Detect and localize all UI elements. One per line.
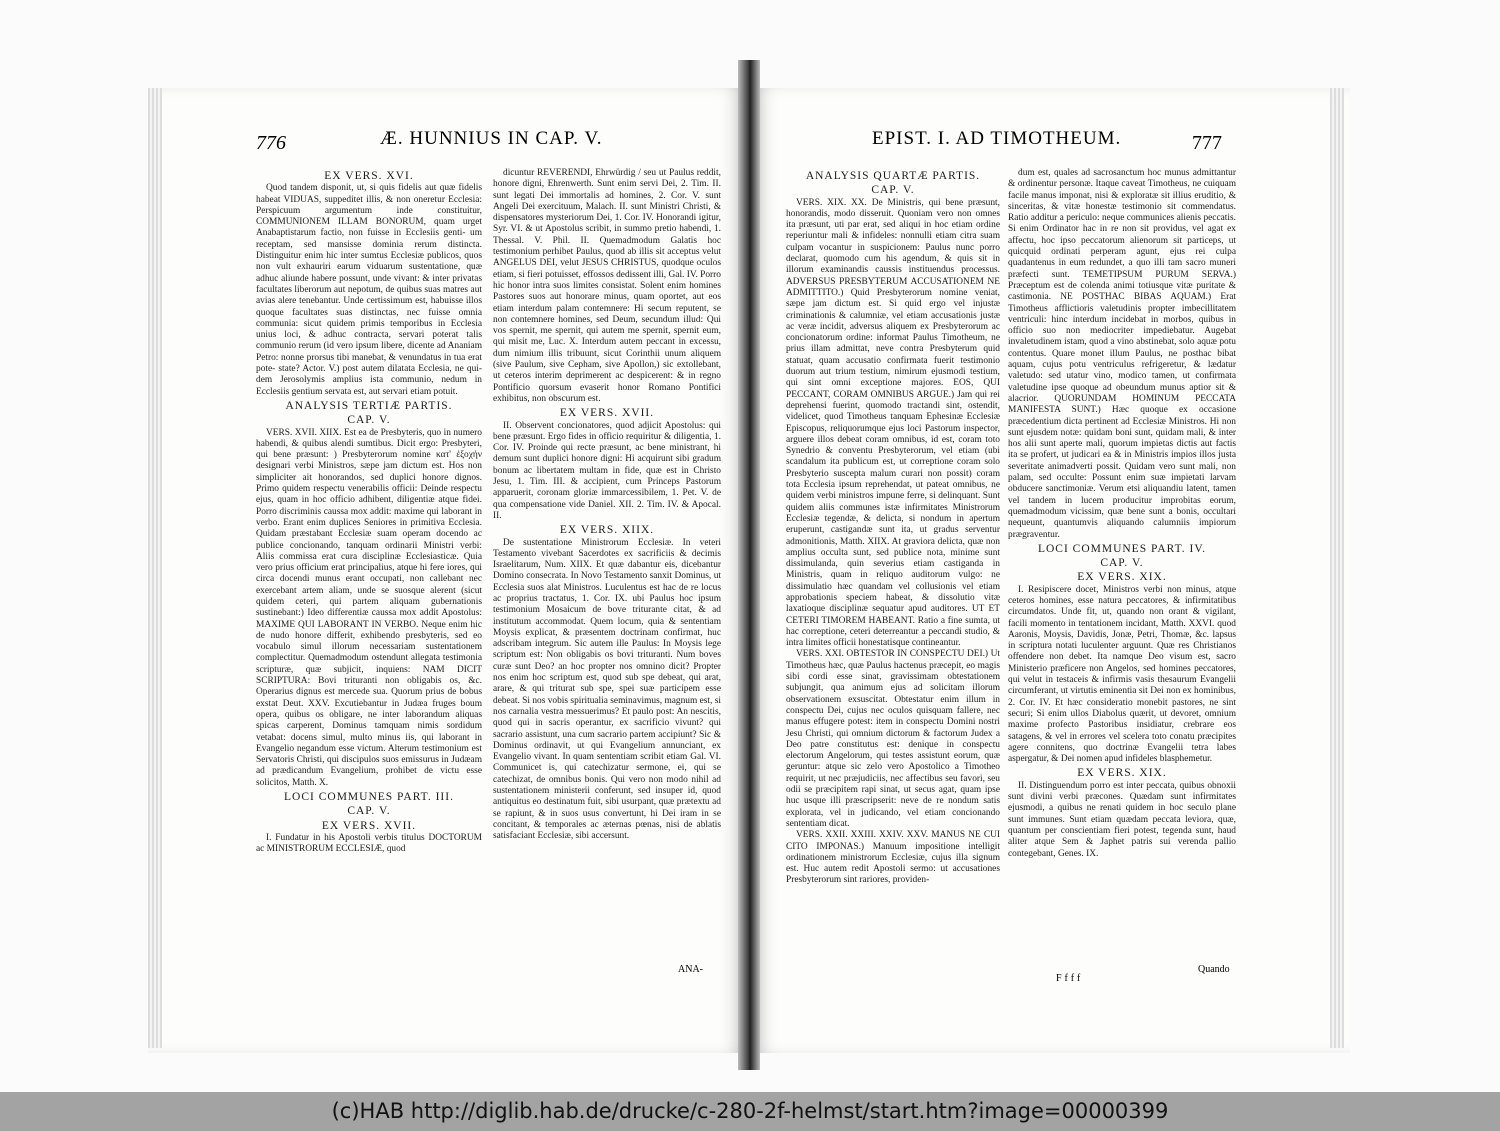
book-gutter: [738, 60, 760, 1070]
section-heading: EX VERS. XIX.: [1077, 767, 1167, 780]
signature-mark: Ffff: [1056, 973, 1084, 984]
section-heading: CAP. V.: [871, 184, 915, 197]
section-heading: LOCI COMMUNES PART. III.: [284, 791, 454, 804]
left-column-1: [256, 168, 482, 988]
paragraph: VERS. XVII. XIIX. Est ea de Presbyteris, quo in numero habendi, & quibus alendi sumtibus. Dicit ergo: Presbyteri, qui bene præsunt: ) Presbyterorum nomine κατ' ἐξοχήν designari verbi Ministros, sæpe jam dictum est. Hos non simpliciter ait honorandos, sed duplici honore dignos. Primo quidem respectu venerabilis officii: Deinde respectu ejus, quam in hoc officio adhibent, diligentiæ atque fidei. Porro discriminis caussa mox addit: maxime qui laborant in verbo. Erant enim duplices Seniores in primitiva Ecclesia. Quidam præstabant Ecclesiæ suam operam docendo ac publice concionando, tanquam ordinarii Ministri verbi: Aliis commissa erat cura disciplinæ Ecclesiasticæ. Quia vero prius officium erat principalius, atque hi fere iores, qui circa docendi munus erant occupati, non callebant nec exercebant artem aliam, unde se suosque alerent (sicut quidem ceteri, qui partem aliquam gubernationis sustinebant:) Ideo differentiæ caussa mox addit Apostolus: MAXIME QUI LABORANT IN VERBO. Neque enim hic de nudo honore differit, exhibendo presbyteris, sed eo vocabulo simul illorum necessariam sustentationem complectitur. Quemadmodum ostendunt allegata testimonia scripturæ, quæ subjicit, inquiens: NAM DICIT SCRIPTURA: Bovi trituranti non obligabis os, &c. Operarius dignus est mercede sua. Quorum prius de bobus exstat Deut. XXV. Excutiebantur in Judæa fruges boum opera, quibus os obligare, ne inter laborandum aliquas spicas carperent, Dominus tamquam nimis sordidum vetabat: docens simul, multo minus iis, qui laborant in Evangelio negandum esse victum. Alterum testimonium est Servatoris Christi, qui discipulos suos emissurus in Judæam ad prædicandum Evangelium, prohibet de victu esse solicitos, Matth. X.: [256, 427, 482, 788]
right-running-head: EPIST. I. AD TIMOTHEUM.: [872, 128, 1122, 149]
left-page: [148, 88, 748, 1053]
right-page: [750, 88, 1350, 1053]
section-heading: CAP. V.: [347, 805, 391, 818]
paragraph: II. Distinguendum porro est inter peccata, quibus obnoxii sunt divini verbi præcones. Quædam sunt infirmitates ejusmodi, a quibus ne renati quidem in hoc seculo plane sunt immunes. Sunt etiam quædam peccata leviora, quæ, quantum per conscientiam fieri potest, tegenda sunt, haud aliter atque Sem & Japhet patris sui verenda pallio contegebant, Genes. IX.: [1008, 780, 1236, 859]
section-heading: CAP. V.: [1100, 557, 1144, 570]
right-column-2: [1008, 168, 1236, 988]
section-heading: EX VERS. XIIX.: [559, 524, 655, 537]
section-heading: EX VERS. XIX.: [1077, 571, 1167, 584]
section-heading: ANALYSIS TERTIÆ PARTIS.: [285, 399, 453, 412]
copyright-footer: (c)HAB http://diglib.hab.de/drucke/c-280-2f-helmst/start.htm?image=00000399: [0, 1092, 1500, 1131]
right-page-edge: [1330, 88, 1344, 1048]
left-page-number: 776: [256, 132, 286, 154]
right-catchword: Quando: [1198, 964, 1230, 975]
paragraph: VERS. XIX. XX. De Ministris, qui bene præsunt, honorandis, modo disseruit. Quoniam vero non omnes ita præsunt, uti par erat, sed aliqui in hoc etiam ordine reperiuntur mali & infideles: nonnulli etiam citra suam culpam vocantur in suspicionem: Paulus nunc porro declarat, quomodo cum his agendum, & quis sit in illorum examinandis caussis instituendus processus. ADVERSUS PRESBYTERUM ACCUSATIONEM NE ADMITTITO.) Quid Presbyterorum nomine veniat, sæpe jam dictum est. Si quid ergo vel injustæ criminationis & calumniæ, vel etiam accusationis justæ ac veræ incidit, adversus aliquem ex Presbyterorum ac concionatorum ordine: informat Paulus Timotheum, ne prius illam admittat, neve contra Presbyterum quid statuat, quam accusatio confirmata fuerit testimonio duorum aut trium testium, nimirum ejusmodi testium, qui sint omni exceptione majores. EOS, QUI PECCANT, CORAM OMNIBUS ARGUE.) Jam qui rei deprehensi fuerint, quomodo tractandi sint, ostendit, videlicet, quod Timotheus tanquam Ephesinæ Ecclesiæ Episcopus, reliquorumque ejus loci Pastorum inspector, arguere illos debeat coram omnibus, id est, coram toto Synedrio & conventu Presbyterorum, vel etiam (ubi scandalum ita publicum est, ut correptione coram solo Presbyterio suscepta malum curari non possit) coram tota Ecclesia ipsum reprehendat, ut pateat omnibus, ne quidem verbi ministros impune ferre, si delinquant. Sunt quidem aliis communes istæ infirmitates Ministrorum Ecclesiæ tegendæ, & delicta, si nondum in apertum eruperunt, castigandæ sunt ita, ut gradus serventur admonitionis, Matth. XIIX. At graviora delicta, quæ non amplius occulta sunt, sed publice nota, minime sunt dissimulanda, quin severius etiam castiganda in Ministris, quam in reliquo auditorum vulgo: ne dissimulatio hæc quandam vel collusionis vel etiam approbationis speciem habeat, & dissolutio vitæ laxatioque disciplinæ sequatur apud auditores. UT ET CETERI TIMOREM HABEANT. Ratio a fine sumta, ut hac correptione, ceteri deterreantur a peccandi studio, & intra limites officii honestatisque contineantur.: [786, 197, 1000, 649]
left-catchword: ANA-: [678, 964, 703, 975]
paragraph: I. Fundatur in his Apostoli verbis titulus DOCTORUM ac MINISTRORUM ECCLESIÆ, quod: [256, 832, 482, 855]
left-column-2: [493, 168, 721, 988]
section-heading: ANALYSIS QUARTÆ PARTIS.: [805, 170, 981, 182]
section-heading: CAP. V.: [347, 414, 391, 427]
paragraph: II. Observent concionatores, quod adjicit Apostolus: qui bene præsunt. Ergo fides in officio requiritur & diligentia, 1. Cor. IV. Proinde qui recte præsunt, ac bene ministrant, hi demum sunt duplici honore digni: Hi acquirunt sibi gradum bonum ac libertatem multam in fide, quæ est in Christo Jesu, 1. Tim. III. & accipient, cum Princeps Pastorum apparuerit, coronam gloriæ immarcessibilem, 1. Pet. V. de qua compensatione vide Daniel. XII. 2. Tim. IV. & Apocal. II.: [493, 420, 721, 521]
paragraph: VERS. XXI. OBTESTOR IN CONSPECTU DEI.) Ut Timotheus hæc, quæ Paulus hactenus præcepit, eo magis sibi cordi esse sinat, gravissimam obtestationem subjungit, qua animum ejus ad solicitam illorum observationem exsuscitat. Obtestatur enim illum in conspectu Dei, cujus nec oculos quisquam fallere, nec manus effugere potest: item in conspectu Domini nostri Jesu Christi, qui omnium dictorum & factorum Judex a Deo patre constitutus est: denique in conspectu electorum Angelorum, qui testes assistunt eorum, quæ geruntur: atque sic zelo vero Apostolico a Timotheo requirit, ut nec præjudiciis, nec affectibus seu favori, seu odii se præcipitem rapi sinat, ut secus agat, quam ipse huc usque illi præscripserit: neve de re nondum satis explorata, vel in judicando, vel etiam concionando sententiam dicat.: [786, 649, 1000, 829]
right-page-number: 777: [1192, 132, 1222, 154]
left-page-edge: [148, 88, 162, 1048]
section-heading: LOCI COMMUNES PART. IV.: [1037, 542, 1207, 555]
right-column-1: [786, 168, 1000, 988]
paragraph: Quod tandem disponit, ut, si quis fidelis aut quæ fidelis habeat VIDUAS, suppeditet illis, & non oneretur Ecclesia: Perspicuum argumentum inde constituitur, COMMUNIONEM ILLAM BONORUM, quam urget Anabaptistarum factio, non fuisse in Ecclesiis genti- um receptam, sed mansisse dominia rerum distincta. Distinguitur enim hic inter sumtus Ecclesiæ publicos, quos non vult exhauriri earum viduarum sustentatione, quæ adhuc aliunde habere possunt, unde vivant: & inter privatas facultates liberorum aut nepotum, de quibus suas matres aut avias alere tenebantur. Unde certissimum est, habuisse illos quoque facultates suas distinctas, nec fuisse omnia communia: sicut quidem primis temporibus in Ecclesia unius loci, & adhuc contracta, servari poterat talis communio rerum (id vero ipsum libere, dicente ad Ananiam Petro: nonne prorsus tibi manebat, & venundatus in tua erat pote- state? Actor. V.) post autem dilatata Ecclesia, ne qui- dem Jerosolymis amplius ista communio, nedum in Ecclesiis gentium servata est, aut servari etiam potuit.: [256, 183, 482, 397]
paragraph: dicuntur REVERENDI, Ehrwürdig / seu ut Paulus reddit, honore digni, Ehrenwerth. Sunt enim servi Dei, 2. Tim. II. sunt legati Dei immortalis ad homines, 2. Cor. V. sunt Angeli Dei exercituum, Malach. II. sunt Ministri Christi, & dispensatores mysteriorum Dei, 1. Cor. IV. Honorandi igitur, Syr. VI. & ut Apostolus scribit, in summo pretio habendi, 1. Thessal. V. Phil. II. Quemadmodum Galatis hoc testimonium perhibet Paulus, quod ab illis sit acceptus velut ANGELUS DEI, velut JESUS CHRISTUS, quodque oculos etiam, si fieri potuisset, effossos dedissent illi, Gal. IV. Porro hic honor intra suos limites consistat. Solent enim homines Pastores suos aut honorare minus, quam oportet, aut eos etiam interdum palam contemnere: Hi secum reputent, se non contemnere homines, sed Deum, secundum illud: Qui vos spernit, me spernit, qui autem me spernit, spernit eum, qui misit me, Luc. X. Interdum autem peccant in excessu, dum nimium illis tribuunt, sicut Corinthii unum aliquem (sive Paulum, sive Cepham, sive Apollon,) sic extollebant, ut ceteros interim deprimerent ac despicerent: & in regno Pontificio quorsum evaserit honor Romano Pontifici exhibitus, non obscurum est.: [493, 168, 721, 404]
paragraph: VERS. XXII. XXIII. XXIV. XXV. MANUS NE CUI CITO IMPONAS.) Manuum impositione intelligit ordinationem ministrorum Ecclesiæ, cujus illa signum est. Huc autem redit Apostoli sermo: ut accusationes Presbyterorum sint rariores, providen-: [786, 830, 1000, 886]
paragraph: De sustentatione Ministrorum Ecclesiæ. In veteri Testamento vivebant Sacerdotes ex sacrificiis & decimis Israelitarum, Num. XIIX. Et quæ dabantur eis, dicebantur Domino consecrata. In Novo Testamento sanxit Dominus, ut Ecclesia suos alat Ministros. Luculentus est hac de re locus ac proprius tractatus, 1. Cor. IX. ubi Paulus hoc ipsum testimonium Mosaicum de bove triturante citat, & ad institutum accommodat. Quem locum, quia & sententiam Moysis explicat, & præsentem doctrinam confirmat, huc adscribam integrum. Sic autem ille Paulus: In Moysis lege scriptum est: Non obligabis os bovi trituranti. Num boves curæ sunt Deo? an hoc propter nos omnino dicit? Propter nos enim hoc scriptum est, quod sub spe debeat, qui arat, arare, & qui triturat sub spe, spei suæ participem esse debeat. Si nos vobis spiritualia seminavimus, magnum est, si nos carnalia vestra messuerimus? Et paulo post: An nescitis, quod qui in sacris operantur, ex sacrificio vivunt? qui sacrario assistunt, una cum sacrario partem accipiunt? Sic & Dominus ordinavit, ut qui Evangelium annunciant, ex Evangelio vivant. In quam sententiam scribit etiam Gal. VI. Communicet is, qui catechizatur sermone, ei, qui se catechizat, de omnibus bonis. Qui vero non modo nihil ad sustentationem ministerii conferunt, sed insuper id, quod antiquitus eo destinatum fuit, sibi usurpant, quæ prætextu ad se rapiunt, & in suos usus convertunt, hi Dei iram in se concitant, & temporales ac æternas pœnas, nisi de ablatis satisfaciant Ecclesiæ, sibi accersunt.: [493, 537, 721, 842]
paragraph: dum est, quales ad sacrosanctum hoc munus admittantur & ordinentur personæ. Itaque caveat Timotheus, ne cuiquam facile manus imponat, nisi & exploratæ sit illius eruditio, & sinceritas, & vitæ honestæ testimonio sit commendatus. Ratio additur a periculo: neque communices alienis peccatis. Si enim Ordinator hac in re non sit providus, vel agat ex affectu, hoc ipso peccatorum alienorum sit particeps, ut quicquid ordinati perperam agunt, ejus rei culpa quadantenus in eum redundet, a quo illi tam sacro muneri præfecti sunt. TEMETIPSUM PURUM SERVA.) Præceptum est de colenda animi totiusque vitæ puritate & castimonia. NE POSTHAC BIBAS AQUAM.) Erat Timotheus afflictioris valetudinis propter imbecillitatem ventriculi: hinc interdum incidebat in morbos, quibus in officio suo non mediocriter impediebatur. Augebat invaletudinem istam, quod a vino abstinebat, solo aquæ potu contentus. Quare monet illum Paulus, ne posthac bibat aquam, cujus potu ventriculus refrigeretur, & lædatur valetudo: sed utatur vino, modico tamen, ut confirmata valetudine ipse quoque ad obeundum munus aptior sit & alacrior. QUORUNDAM HOMINUM PECCATA MANIFESTA SUNT.) Hæc quoque ex occasione præcedentium dicta pertinent ad Ecclesiæ Ministros. Hi non sunt ejusdem notæ: quidam boni sunt, quidam mali, & inter hos alii sunt aperte mali, quorum impietas dictis aut factis ita se profert, ut judicari ea & in Ministris impios illos justa severitate animadverti possit. Quidam vero sunt mali, non palam, sed occulte: Possunt enim suæ impietati larvam obducere sanctimoniæ. Verum etsi aliquandiu latent, tamen vel tandem in lucem producitur improbitas eorum, quemadmodum vicissim, quæ bene sunt a bonis, occultari nequeunt, quantumvis aliquando calumniis impiorum prægraventur.: [1008, 168, 1236, 540]
section-heading: EX VERS. XVII.: [559, 407, 655, 420]
section-heading: EX VERS. XVI.: [324, 170, 414, 182]
paragraph: I. Resipiscere docet, Ministros verbi non minus, atque ceteros homines, esse natura peccatores, & infirmitatibus circumdatos. Unde fit, ut, quando non orant & vigilant, facili momento in tentationem incidant, Matth. XXVI. quod Aaronis, Moysis, Davidis, Jonæ, Petri, Thomæ, &c. lapsus in scriptura notati luculenter arguunt. Quæ res Christianos offendere non debet. Ita namque Deo visum est, sacro Ministerio præficere non Angelos, sed homines peccatores, qui velut in testaceis & infirmis vasis thesaurum Evangelii circumferant, ut virtutis eminentia sit Dei non ex hominibus, 2. Cor. IV. Et hæc consideratio monebit pastores, ne sint securi; Si enim ullos Diabolus quærit, ut devoret, omnium maxime profecto Pastoribus insidiatur, crebrare eos satagens, & vel in errores vel scelera toto conatu præcipites agere connitens, quo doctrinæ Evangelii tetra labes aspergatur, & Dei nomen apud infideles blasphemetur.: [1008, 584, 1236, 765]
section-heading: EX VERS. XVII.: [321, 819, 417, 832]
left-running-head: Æ. HUNNIUS IN CAP. V.: [380, 128, 603, 149]
